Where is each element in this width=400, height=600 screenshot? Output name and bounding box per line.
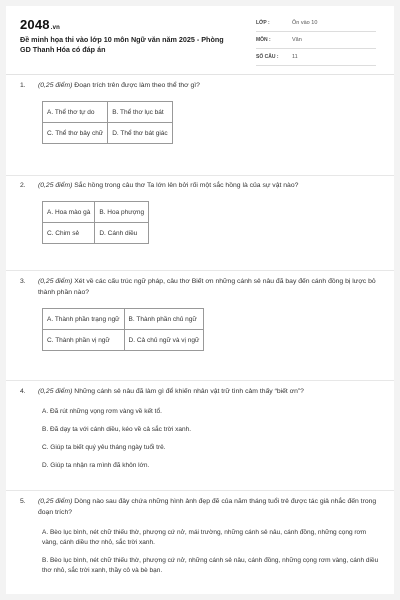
question-4 (20, 386, 380, 479)
question-divider (6, 490, 394, 491)
option-a[interactable]: A. Thể thơ tự do (43, 102, 108, 123)
option-a[interactable]: A. Đã rút những vọng rơm vàng về kết tổ. (42, 408, 162, 415)
question-5 (20, 496, 380, 584)
question-heading (20, 276, 380, 298)
option-d[interactable]: D. Thể thơ bát giác (108, 123, 172, 144)
question-text (38, 386, 380, 397)
options-table (42, 308, 204, 351)
meta-value: Ôn vào 10 (292, 19, 318, 26)
meta-label: MÔN : (256, 37, 271, 43)
question-stem: Dòng nào sau đây chứa những hình ảnh đẹp đẽ của năm tháng tuổi trẻ được tác giả nhắc đến trong đoạn trích? (38, 498, 377, 516)
option-c[interactable]: C. Chim sẻ (43, 223, 95, 244)
option-d[interactable]: D. Giúp ta nhận ra mình đã khôn lớn. (42, 462, 150, 469)
option-a[interactable]: A. Hoa mào gà (43, 202, 95, 223)
document-page (6, 6, 394, 594)
option-d[interactable]: D. Cánh diều (95, 223, 149, 244)
header-divider (6, 74, 394, 75)
question-heading (20, 180, 380, 191)
question-heading (20, 386, 380, 397)
option-d[interactable]: D. Cả chủ ngữ và vị ngữ (124, 330, 204, 351)
question-text (38, 80, 380, 91)
options-table (42, 201, 149, 244)
question-text (38, 496, 380, 518)
document-title: Đề minh họa thi vào lớp 10 môn Ngữ văn năm 2025 - Phòng GD Thanh Hóa có đáp án (20, 35, 224, 54)
question-stem: Sắc hồng trong câu thơ Ta lớn lên bởi rối một sắc hồng là của sự vật nào? (72, 182, 299, 189)
question-stem: Xét về các cấu trúc ngữ pháp, câu thơ Biết ơn những cánh sẻ nâu đã bay đến cánh đồng bị lược bỏ thành phần nào? (38, 278, 376, 296)
option-b[interactable]: B. Hoa phượng (95, 202, 149, 223)
meta-row-class (256, 18, 376, 32)
option-b[interactable]: B. Bèo lục bình, nét chữ thiếu thờ, phượng cứ nở, những cánh sẻ nâu, cánh đồng, những cọng rơm vàng, cánh diều thơ nhỏ, sắc trời xanh, thầy cô và bè bạn. (42, 557, 379, 574)
question-stem: Những cánh sẻ nâu đã làm gì để khiến nhân vật trữ tình cảm thấy “biết ơn”? (72, 388, 304, 395)
option-a[interactable]: A. Thành phần trạng ngữ (43, 309, 125, 330)
site-logo[interactable] (20, 17, 60, 32)
options-table (42, 101, 173, 144)
question-2 (20, 180, 380, 244)
meta-value: 11 (292, 53, 298, 60)
question-divider (6, 175, 394, 176)
option-b[interactable]: B. Thành phần chủ ngữ (124, 309, 204, 330)
meta-value: Văn (292, 36, 302, 43)
meta-label: SỐ CÂU : (256, 54, 279, 60)
question-text (38, 180, 380, 191)
question-points: (0,25 điểm) (38, 278, 73, 285)
question-stem: Đoạn trích trên được làm theo thể thơ gì? (72, 82, 200, 89)
document-meta (256, 18, 376, 69)
meta-row-question-count (256, 52, 376, 66)
question-points: (0,25 điểm) (38, 182, 73, 189)
question-number: 5. (20, 498, 26, 505)
option-a[interactable]: A. Bèo lục bình, nét chữ thiếu thờ, phượng cứ nở, mái trường, những cánh sẻ nâu, cánh đồng, những cọng rơm vàng, cánh diều thơ nhỏ, sắc trời xanh. (42, 529, 367, 546)
options-list (42, 407, 380, 471)
question-number: 3. (20, 278, 26, 285)
question-heading (20, 496, 380, 518)
question-heading (20, 80, 380, 91)
option-c[interactable]: C. Thành phần vị ngữ (43, 330, 125, 351)
question-text (38, 276, 380, 298)
option-c[interactable]: C. Giúp ta biết quý yêu tháng ngày tuổi trẻ. (42, 444, 166, 451)
question-points: (0,25 điểm) (38, 388, 73, 395)
question-1 (20, 80, 380, 144)
question-divider (6, 380, 394, 381)
document-header (6, 6, 394, 66)
meta-label: LỚP : (256, 20, 270, 26)
option-c[interactable]: C. Thể thơ bảy chữ (43, 123, 108, 144)
question-divider (6, 270, 394, 271)
question-3 (20, 276, 380, 351)
options-list (42, 528, 380, 576)
question-points: (0,25 điểm) (38, 82, 73, 89)
option-b[interactable]: B. Đã dạy ta với cánh diều, kéo về cả sắc trời xanh. (42, 426, 192, 433)
logo-suffix: .vn (50, 25, 61, 31)
option-b[interactable]: B. Thể thơ lục bát (108, 102, 172, 123)
question-number: 2. (20, 182, 26, 189)
question-number: 4. (20, 388, 26, 395)
question-number: 1. (20, 82, 26, 89)
logo-main: 2048 (20, 17, 50, 32)
meta-row-subject (256, 35, 376, 49)
question-points: (0,25 điểm) (38, 498, 73, 505)
